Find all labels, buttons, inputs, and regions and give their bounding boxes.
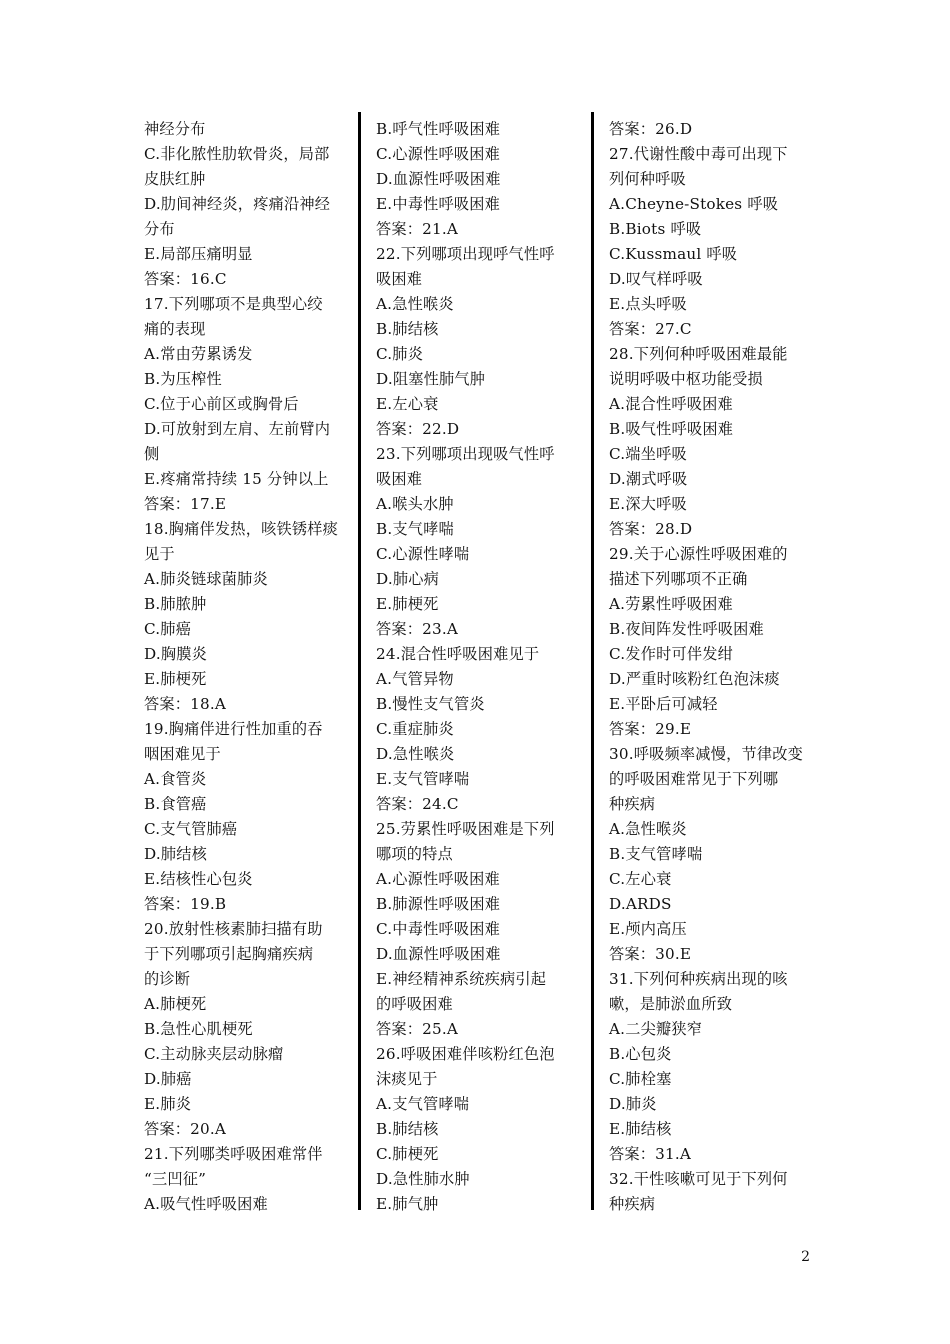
text-column-middle <box>376 117 584 1217</box>
text-line: 24.混合性呼吸困难见于 <box>376 645 540 663</box>
text-line: 22.下列哪项出现呼气性呼 <box>376 245 555 263</box>
text-line: 沫痰见于 <box>376 1070 438 1088</box>
column-divider-left <box>358 112 361 1210</box>
text-line: D.潮式呼吸 <box>609 470 688 488</box>
text-line: E.点头呼吸 <box>609 295 687 313</box>
text-line: E.结核性心包炎 <box>144 870 253 888</box>
text-line: 描述下列哪项不正确 <box>609 570 748 588</box>
text-line: D.急性肺水肿 <box>376 1170 470 1188</box>
text-line: 答案：21.A <box>376 220 459 238</box>
text-line: 咽困难见于 <box>144 745 221 763</box>
text-line: 31.下列何种疾病出现的咳 <box>609 970 788 988</box>
text-line: A.吸气性呼吸困难 <box>144 1195 268 1213</box>
text-line: E.中毒性呼吸困难 <box>376 195 501 213</box>
text-line: C.中毒性呼吸困难 <box>376 920 501 938</box>
text-line: D.叹气样呼吸 <box>609 270 703 288</box>
text-line: A.气管异物 <box>376 670 454 688</box>
text-line: C.端坐呼吸 <box>609 445 687 463</box>
text-line: B.支气哮喘 <box>376 520 454 538</box>
text-line: A.食管炎 <box>144 770 207 788</box>
text-line: 吸困难 <box>376 270 423 288</box>
text-line: D.阻塞性肺气肿 <box>376 370 486 388</box>
text-line: 答案：18.A <box>144 695 227 713</box>
text-line: D.肺炎 <box>609 1095 657 1113</box>
text-line: B.急性心肌梗死 <box>144 1020 253 1038</box>
text-line: E.局部压痛明显 <box>144 245 253 263</box>
text-line: E.肺梗死 <box>144 670 207 688</box>
text-line: E.疼痛常持续 15 分钟以上 <box>144 470 329 488</box>
text-line: B.慢性支气管炎 <box>376 695 485 713</box>
text-line: A.肺炎链球菌肺炎 <box>144 570 268 588</box>
text-column-left <box>144 117 352 1217</box>
text-line: 答案：24.C <box>376 795 459 813</box>
text-line: B.肺结核 <box>376 1120 439 1138</box>
text-line: E.支气管哮喘 <box>376 770 470 788</box>
text-line: D.血源性呼吸困难 <box>376 170 501 188</box>
text-line: 痛的表现 <box>144 320 206 338</box>
text-line: D.肺癌 <box>144 1070 192 1088</box>
text-line: B.肺源性呼吸困难 <box>376 895 501 913</box>
text-line: C.心源性哮喘 <box>376 545 470 563</box>
text-line: A.肺梗死 <box>144 995 207 1013</box>
text-line: 32.干性咳嗽可见于下列何 <box>609 1170 788 1188</box>
text-line: 吸困难 <box>376 470 423 488</box>
column-divider-right <box>591 112 594 1210</box>
page-number: 2 <box>801 1249 810 1265</box>
text-line: C.Kussmaul 呼吸 <box>609 245 738 263</box>
text-line: E.深大呼吸 <box>609 495 687 513</box>
text-line: A.Cheyne-Stokes 呼吸 <box>609 195 779 213</box>
text-line: C.支气管肺癌 <box>144 820 238 838</box>
text-line: D.急性喉炎 <box>376 745 455 763</box>
text-line: 答案：20.A <box>144 1120 227 1138</box>
text-line: D.肋间神经炎，疼痛沿神经 <box>144 195 331 213</box>
text-line: 答案：19.B <box>144 895 227 913</box>
text-line: “三凹征” <box>144 1170 207 1188</box>
text-line: 答案：29.E <box>609 720 692 738</box>
text-line: C.位于心前区或胸骨后 <box>144 395 299 413</box>
text-line: E.神经精神系统疾病引起 <box>376 970 547 988</box>
text-line: 列何种呼吸 <box>609 170 686 188</box>
text-line: E.左心衰 <box>376 395 439 413</box>
text-line: C.肺癌 <box>144 620 192 638</box>
text-line: 23.下列哪项出现吸气性呼 <box>376 445 555 463</box>
text-line: B.支气管哮喘 <box>609 845 703 863</box>
text-line: D.肺心病 <box>376 570 440 588</box>
text-line: 19.胸痛伴进行性加重的吞 <box>144 720 323 738</box>
text-line: A.支气管哮喘 <box>376 1095 470 1113</box>
text-line: 答案：27.C <box>609 320 692 338</box>
text-line: 嗽，是肺淤血所致 <box>609 995 733 1013</box>
text-line: 答案：22.D <box>376 420 460 438</box>
text-line: B.Biots 呼吸 <box>609 220 702 238</box>
text-line: C.心源性呼吸困难 <box>376 145 501 163</box>
text-line: 答案：23.A <box>376 620 459 638</box>
text-line: B.肺脓肿 <box>144 595 207 613</box>
text-line: C.非化脓性肋软骨炎，局部 <box>144 145 330 163</box>
text-line: 说明呼吸中枢功能受损 <box>609 370 763 388</box>
text-line: 种疾病 <box>609 795 656 813</box>
text-line: D.ARDS <box>609 895 672 913</box>
text-line: 21.下列哪类呼吸困难常伴 <box>144 1145 323 1163</box>
text-line: 见于 <box>144 545 175 563</box>
text-line: 25.劳累性呼吸困难是下列 <box>376 820 555 838</box>
text-line: B.肺结核 <box>376 320 439 338</box>
text-line: D.胸膜炎 <box>144 645 208 663</box>
text-line: 神经分布 <box>144 120 206 138</box>
text-line: 答案：28.D <box>609 520 693 538</box>
text-line: C.左心衰 <box>609 870 672 888</box>
text-line: A.急性喉炎 <box>376 295 454 313</box>
text-line: D.血源性呼吸困难 <box>376 945 501 963</box>
text-line: 侧 <box>144 445 160 463</box>
text-line: 分布 <box>144 220 175 238</box>
text-line: B.呼气性呼吸困难 <box>376 120 501 138</box>
text-line: B.食管癌 <box>144 795 207 813</box>
text-line: 答案：16.C <box>144 270 227 288</box>
text-line: D.肺结核 <box>144 845 208 863</box>
text-line: 哪项的特点 <box>376 845 453 863</box>
text-line: 答案：17.E <box>144 495 227 513</box>
text-line: E.肺结核 <box>609 1120 672 1138</box>
text-line: C.发作时可伴发绀 <box>609 645 734 663</box>
text-line: 的诊断 <box>144 970 191 988</box>
text-column-right <box>609 117 817 1217</box>
text-line: 于下列哪项引起胸痛疾病 <box>144 945 314 963</box>
text-line: A.心源性呼吸困难 <box>376 870 500 888</box>
text-line: 的呼吸困难 <box>376 995 453 1013</box>
text-line: B.为压榨性 <box>144 370 222 388</box>
text-line: E.肺梗死 <box>376 595 439 613</box>
text-line: E.颅内高压 <box>609 920 687 938</box>
text-line: 答案：30.E <box>609 945 692 963</box>
text-line: A.喉头水肿 <box>376 495 454 513</box>
text-line: 的呼吸困难常见于下列哪 <box>609 770 779 788</box>
text-line: 皮肤红肿 <box>144 170 206 188</box>
text-line: D.严重时咳粉红色泡沫痰 <box>609 670 780 688</box>
text-line: C.肺炎 <box>376 345 424 363</box>
text-line: 26.呼吸困难伴咳粉红色泡 <box>376 1045 555 1063</box>
text-line: 28.下列何种呼吸困难最能 <box>609 345 788 363</box>
text-line: 答案：26.D <box>609 120 693 138</box>
text-line: 答案：31.A <box>609 1145 692 1163</box>
text-line: 18.胸痛伴发热，咳铁锈样痰 <box>144 520 339 538</box>
text-line: 27.代谢性酸中毒可出现下 <box>609 145 788 163</box>
text-line: E.肺气肿 <box>376 1195 439 1213</box>
text-line: 30.呼吸频率减慢，节律改变 <box>609 745 804 763</box>
text-line: C.肺梗死 <box>376 1145 439 1163</box>
text-line: A.混合性呼吸困难 <box>609 395 733 413</box>
text-line: A.二尖瓣狭窄 <box>609 1020 703 1038</box>
text-line: 20.放射性核素肺扫描有助 <box>144 920 323 938</box>
text-line: A.急性喉炎 <box>609 820 687 838</box>
text-line: B.夜间阵发性呼吸困难 <box>609 620 764 638</box>
text-line: E.平卧后可减轻 <box>609 695 718 713</box>
text-line: C.主动脉夹层动脉瘤 <box>144 1045 284 1063</box>
text-line: E.肺炎 <box>144 1095 192 1113</box>
text-line: C.肺栓塞 <box>609 1070 672 1088</box>
text-line: 29.关于心源性呼吸困难的 <box>609 545 788 563</box>
text-line: 答案：25.A <box>376 1020 459 1038</box>
text-line: A.劳累性呼吸困难 <box>609 595 733 613</box>
text-line: B.吸气性呼吸困难 <box>609 420 734 438</box>
text-line: B.心包炎 <box>609 1045 672 1063</box>
text-line: A.常由劳累诱发 <box>144 345 253 363</box>
text-line: 种疾病 <box>609 1195 656 1213</box>
text-line: D.可放射到左肩、左前臂内 <box>144 420 331 438</box>
text-line: C.重症肺炎 <box>376 720 454 738</box>
text-line: 17.下列哪项不是典型心绞 <box>144 295 323 313</box>
